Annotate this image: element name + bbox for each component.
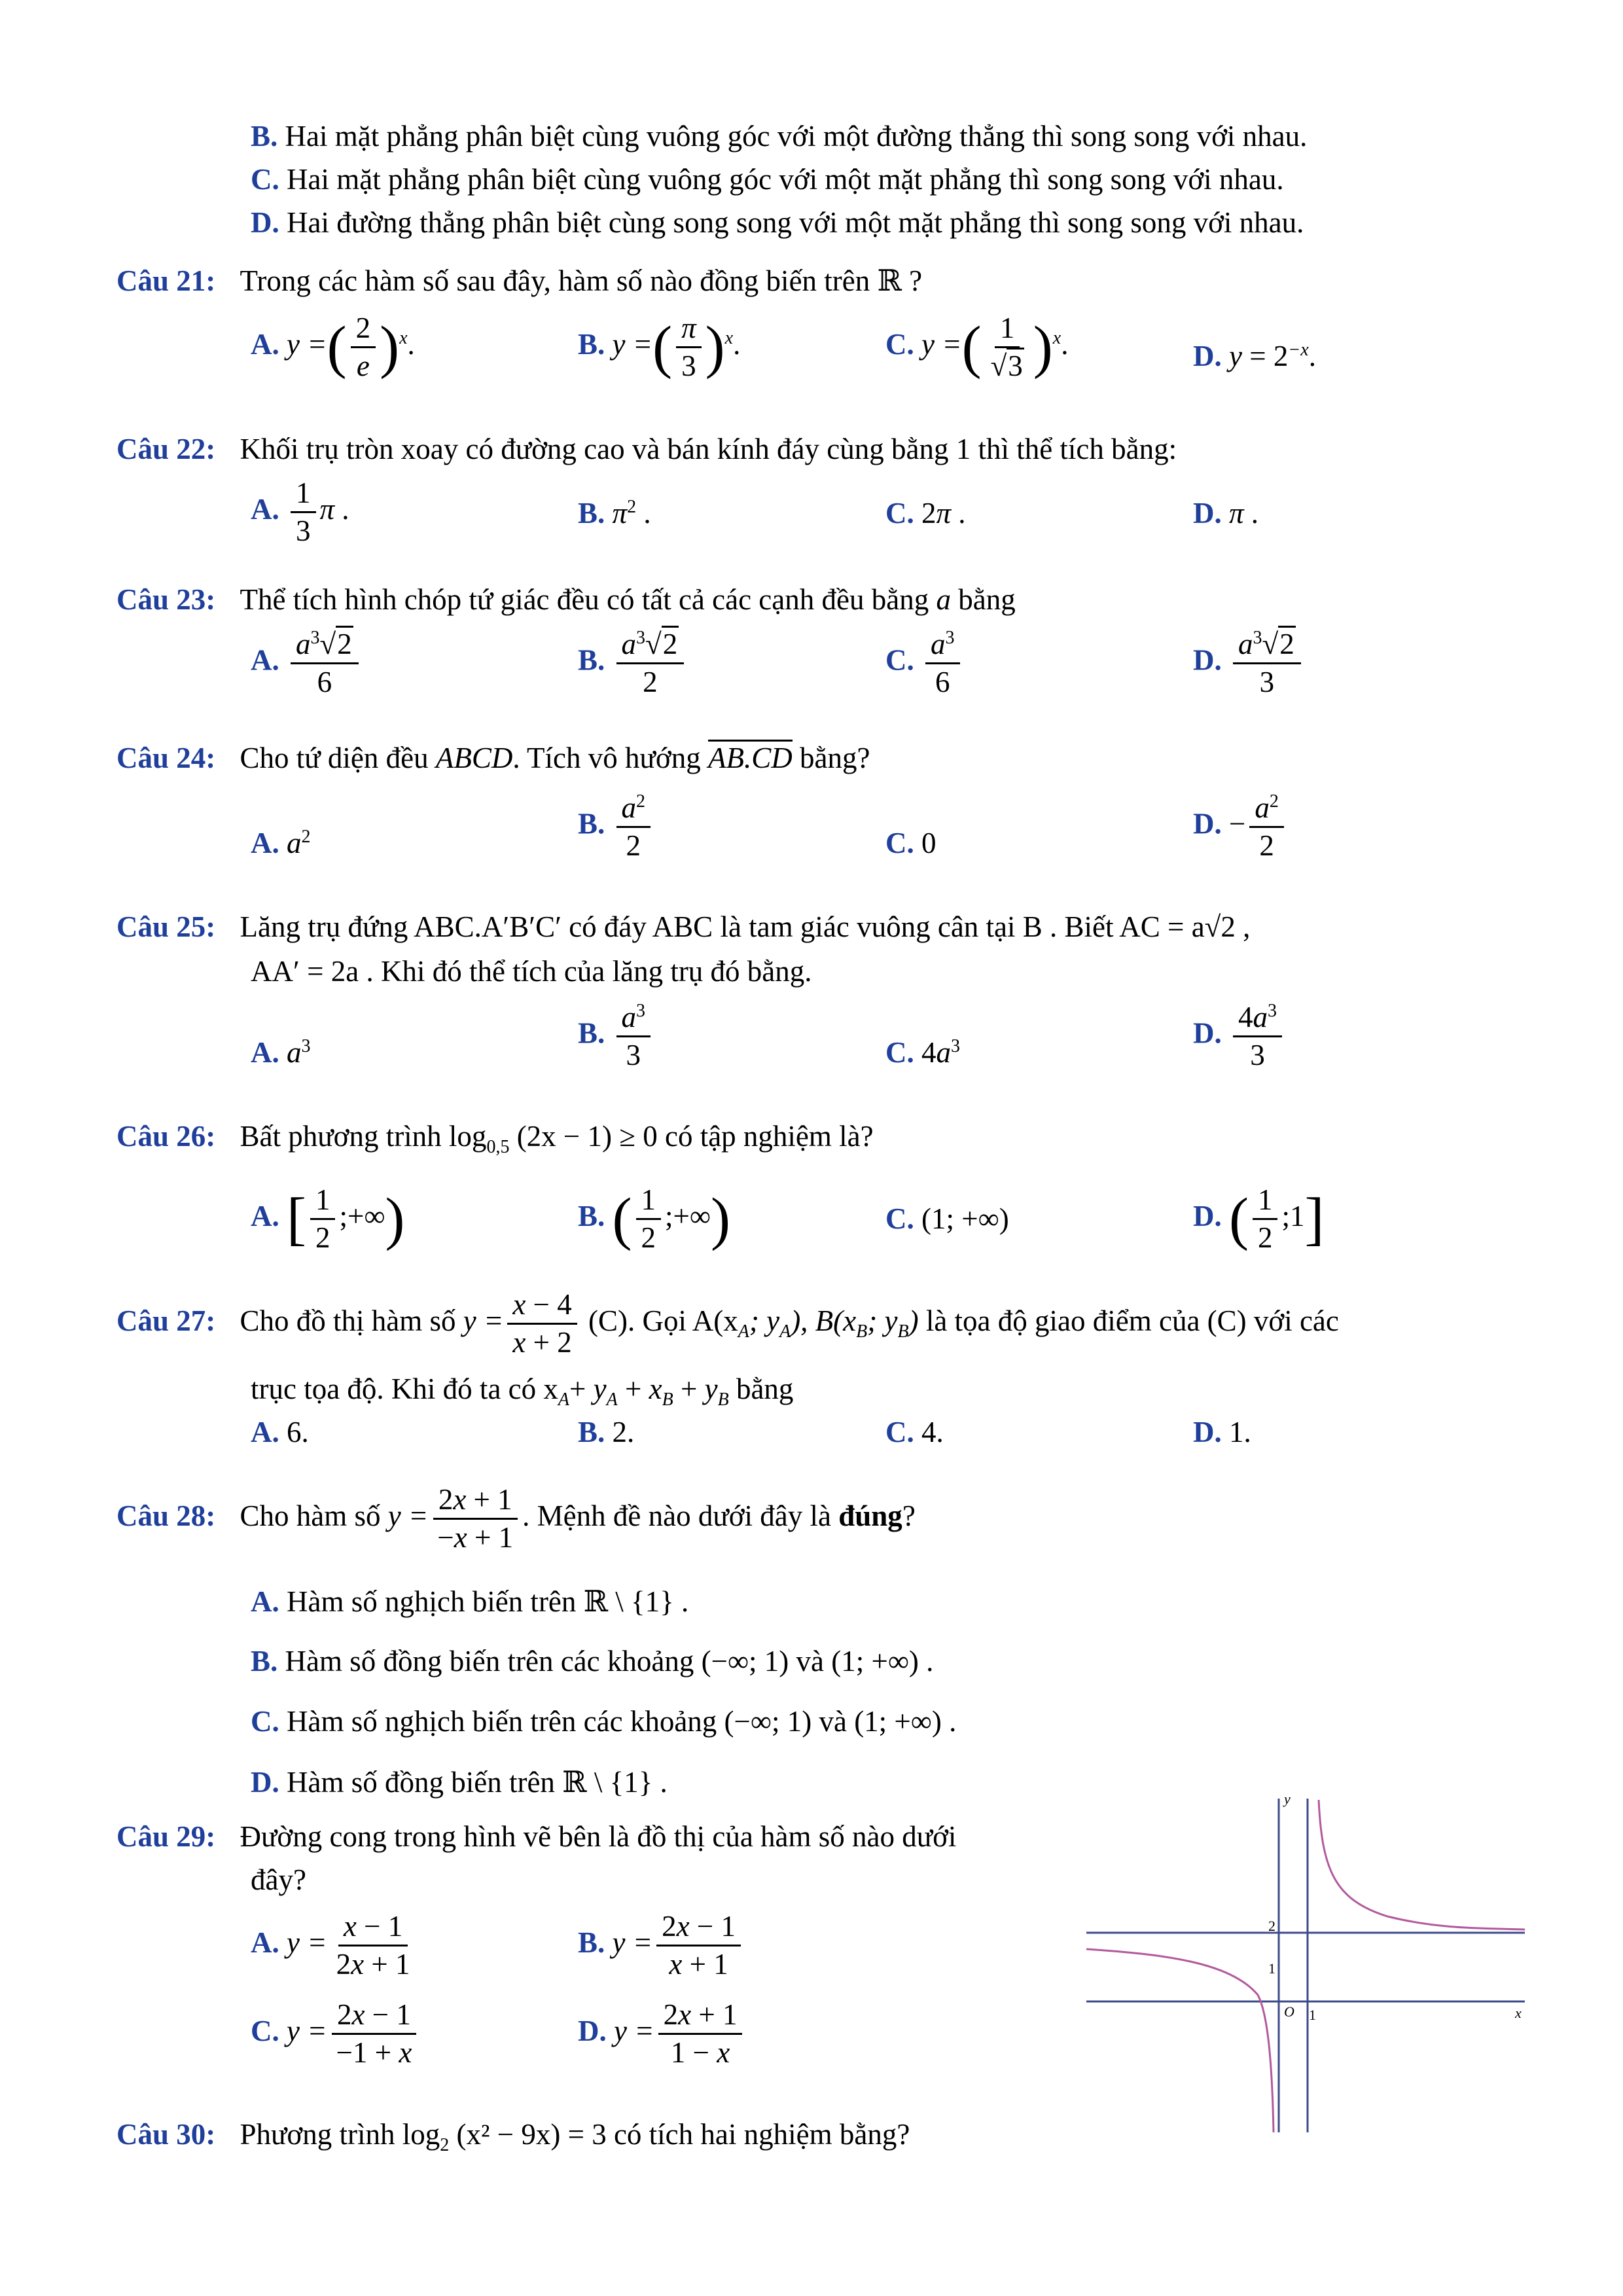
option-label: A. [251, 1416, 279, 1448]
option-label: B. [578, 328, 605, 361]
q28-option-b [251, 1644, 933, 1678]
q23-option-c: C. $\frac{a^3}{6}$ [885, 628, 964, 698]
option-label: D. [1193, 643, 1222, 677]
option-label: A. [251, 1036, 279, 1069]
q20-option-c [251, 162, 1284, 196]
origin-label: O [1284, 2003, 1294, 2020]
q24-option-a: A. $a^2$ [251, 827, 311, 859]
q24-option-c: C. 0 [885, 827, 936, 859]
q24-option-b: B. $\frac{a^2}{2}$ [578, 792, 654, 862]
question-number: Câu 28: [116, 1499, 216, 1533]
vector-product: AB.CD [708, 740, 793, 774]
x-axis-label: x [1515, 2005, 1522, 2021]
log-base: 2 [440, 2135, 450, 2155]
option-label: B. [578, 1200, 605, 1233]
question-number: Câu 30: [116, 2118, 216, 2151]
question-text-end: (x² − 9x) = 3 có tích hai nghiệm bằng? [456, 2118, 910, 2151]
q25-option-c: C. $4a^3$ [885, 1036, 960, 1069]
question-text-mid: . Mệnh đề nào dưới đây là [522, 1499, 831, 1533]
question-25 [116, 910, 1250, 944]
option-label: C. [885, 497, 914, 529]
question-text-end: (2x − 1) ≥ 0 có tập nghiệm là? [516, 1120, 874, 1153]
question-text: Cho hàm số [240, 1499, 381, 1533]
option-label: A. [251, 1200, 279, 1233]
question-text: Khối trụ tròn xoay có đường cao và bán kính đáy cùng bằng 1 thì thể tích bằng: [240, 433, 1177, 465]
q29-option-c: C. y = $\frac{2x - 1}{-1 + x}$ [251, 2000, 421, 2069]
question-text-mid: . Tích vô hướng [512, 742, 701, 774]
q26-option-c: C. (1; +∞) [885, 1202, 1009, 1235]
question-text: Bất phương trình log [240, 1120, 487, 1153]
question-mark: ? [902, 1499, 916, 1533]
q27-option-b [578, 1415, 634, 1449]
question-22 [116, 432, 1177, 466]
q20-option-d [251, 206, 1304, 240]
option-label: B. [251, 120, 278, 152]
q28-option-d [251, 1765, 668, 1799]
option-label: A. [251, 1585, 279, 1618]
option-label: C. [885, 1202, 914, 1235]
option-label: B. [578, 807, 605, 840]
option-label: C. [251, 1705, 279, 1738]
q21-option-c: C. y =( $\frac{1}{√3}$ )$^x$. [885, 312, 1069, 383]
option-label: D. [578, 2015, 607, 2048]
log-base: 0,5 [486, 1137, 510, 1157]
q21-option-b: B. y =( $\frac{\pi}{3}$ )$^x$. [578, 312, 741, 383]
question-24 [116, 741, 870, 775]
y-tick-2: 2 [1268, 1918, 1275, 1934]
question-text: Lăng trụ đứng ABC.A′B′C′ có đáy ABC là tam giác vuông cân tại B . Biết AC = a√2 , [240, 910, 1251, 943]
hyperbola-graph [1086, 1792, 1531, 2139]
q27-option-d [1193, 1415, 1251, 1449]
q21-option-d: D. $y = 2^{-x}$. [1193, 340, 1316, 372]
emphasis-word: đúng [838, 1499, 902, 1533]
q29-option-a: A. y = $\frac{x - 1}{2x + 1}$ [251, 1910, 410, 1981]
option-label: D. [1193, 1016, 1222, 1050]
q23-option-d: D. $\frac{a^3√2}{3}$ [1193, 628, 1305, 698]
question-text: Cho đồ thị hàm số [240, 1304, 456, 1338]
option-text: 1. [1229, 1416, 1251, 1448]
option-label: B. [578, 643, 605, 677]
q28-option-a [251, 1584, 688, 1619]
option-label: D. [1193, 497, 1222, 529]
question-number: Câu 24: [116, 742, 216, 774]
question-number: Câu 23: [116, 583, 216, 616]
option-label: A. [251, 1926, 279, 1960]
option-label: B. [578, 1016, 605, 1050]
q26-option-a: A. [ $\frac{1}{2}$ ;+∞) [251, 1183, 405, 1255]
question-number: Câu 26: [116, 1120, 216, 1153]
curve-left-branch [1086, 1949, 1274, 2132]
q22-option-a: A. $\frac{1}{3}$ π . [251, 476, 349, 548]
q21-option-a: A. y =( $\frac{2}{e}$ )$^x$. [251, 312, 415, 383]
option-text: Hai đường thẳng phân biệt cùng song song với một mặt phẳng thì song song với nhau. [287, 206, 1304, 239]
option-text: Hai mặt phẳng phân biệt cùng vuông góc với một mặt phẳng thì song song với nhau. [287, 163, 1284, 196]
option-text: 6. [287, 1416, 309, 1448]
option-label: B. [578, 1416, 605, 1448]
q23-option-a: A. $\frac{a^3√2}{6}$ [251, 628, 363, 698]
option-label: B. [578, 1926, 605, 1960]
q22-option-b: B. $\pi^2$ . [578, 497, 651, 529]
option-text: 2. [612, 1416, 635, 1448]
q26-option-b: B. ( $\frac{1}{2}$ ;+∞) [578, 1183, 730, 1255]
option-text: Hàm số đồng biến trên các khoảng (−∞; 1) và (1; +∞) . [285, 1645, 934, 1677]
curve-right-branch [1319, 1800, 1525, 1929]
q27-option-c [885, 1415, 944, 1449]
q25-option-b: B. $\frac{a^3}{3}$ [578, 1001, 654, 1071]
question-29 [116, 1820, 956, 1854]
question-29-line2: đây? [251, 1863, 306, 1896]
option-text: Hàm số đồng biến trên ℝ \ {1} . [287, 1766, 668, 1799]
y-tick-1: 1 [1268, 1960, 1275, 1977]
question-text-end: bằng [958, 583, 1016, 616]
q24-option-d: D. − $\frac{a^2}{2}$ [1193, 792, 1288, 862]
question-23 [116, 583, 1016, 617]
q25-option-d: D. $\frac{4a^3}{3}$ [1193, 1001, 1286, 1071]
option-label: B. [251, 1645, 278, 1677]
option-label: D. [1193, 1416, 1222, 1448]
option-label: D. [1193, 340, 1222, 372]
question-number: Câu 29: [116, 1820, 216, 1853]
option-text: Hàm số nghịch biến trên ℝ \ {1} . [287, 1585, 689, 1618]
question-27-line2: trục tọa độ. Khi đó ta có $x_A+ y_A + x_B + y_B$ bằng [251, 1372, 794, 1410]
q23-option-b: B. $\frac{a^3√2}{2}$ [578, 628, 688, 698]
option-label: A. [251, 643, 279, 677]
question-text: Thể tích hình chóp tứ giác đều có tất cả các cạnh đều bằng [240, 583, 929, 616]
question-text-line2: trục tọa độ. Khi đó ta có x [251, 1372, 558, 1405]
option-label: C. [885, 1416, 914, 1448]
question-text-mid: (C). Gọi A(x [588, 1304, 738, 1338]
q20-option-b [251, 119, 1307, 153]
q22-option-c: C. 2π . [885, 497, 966, 529]
option-label: C. [251, 163, 279, 196]
option-label: C. [885, 643, 914, 677]
option-label: A. [251, 827, 279, 859]
x-tick-1: 1 [1309, 2007, 1316, 2023]
y-axis-label: y [1284, 1792, 1291, 1807]
option-label: D. [251, 206, 279, 239]
question-number: Câu 22: [116, 433, 216, 465]
option-text: Hàm số nghịch biến trên các khoảng (−∞; 1) và (1; +∞) . [287, 1705, 957, 1738]
option-label: D. [1193, 807, 1222, 840]
q29-option-d: D. y = $\frac{2x + 1}{1 - x}$ [578, 2000, 746, 2069]
q28-option-c [251, 1704, 956, 1738]
q29-option-b: B. y = $\frac{2x - 1}{x + 1}$ [578, 1911, 745, 1981]
variable-a: a [936, 583, 951, 616]
question-text: Phương trình log [240, 2118, 440, 2151]
q26-option-d: D. ( $\frac{1}{2}$ ;1] [1193, 1183, 1325, 1255]
q22-option-d: D. π . [1193, 497, 1259, 529]
question-30 [116, 2117, 910, 2156]
option-label: A. [251, 493, 279, 526]
question-number: Câu 21: [116, 264, 216, 297]
option-label: A. [251, 328, 279, 361]
q25-option-a: A. $a^3$ [251, 1036, 311, 1069]
option-label: C. [885, 1036, 914, 1069]
question-27: Câu 27: Cho đồ thị hàm số y = $\frac{x - 4}{x + 2}$ (C). Gọi $A(x_A$; $y_A$), $B(x_B$; $y_B$) là tọa độ giao điểm của (C) với các [116, 1288, 1339, 1359]
option-label: C. [885, 827, 914, 859]
question-number: Câu 27: [116, 1304, 216, 1338]
option-text: Hai mặt phẳng phân biệt cùng vuông góc với một đường thẳng thì song song với nhau. [285, 120, 1308, 152]
option-label: C. [251, 2015, 279, 2048]
question-text: Đường cong trong hình vẽ bên là đồ thị của hàm số nào dưới [240, 1820, 957, 1853]
option-label: D. [251, 1766, 279, 1799]
option-label: B. [578, 497, 605, 529]
question-text-end: bằng? [799, 742, 870, 774]
question-text: Trong các hàm số sau đây, hàm số nào đồng biến trên ℝ ? [240, 264, 923, 297]
q27-option-a [251, 1415, 309, 1449]
question-25-line2: AA′ = 2a . Khi đó thể tích của lăng trụ đó bằng. [251, 955, 812, 988]
question-21 [116, 263, 922, 298]
option-label: C. [885, 328, 914, 361]
option-text: 4. [921, 1416, 944, 1448]
question-28: Câu 28: Cho hàm số y = $\frac{2x + 1}{-x + 1}$ . Mệnh đề nào dưới đây là đúng? [116, 1483, 916, 1554]
question-text: Cho tứ diện đều [240, 742, 429, 774]
option-label: D. [1193, 1200, 1222, 1233]
question-26 [116, 1119, 874, 1158]
tetrahedron-name: ABCD [435, 742, 513, 774]
question-number: Câu 25: [116, 910, 216, 943]
